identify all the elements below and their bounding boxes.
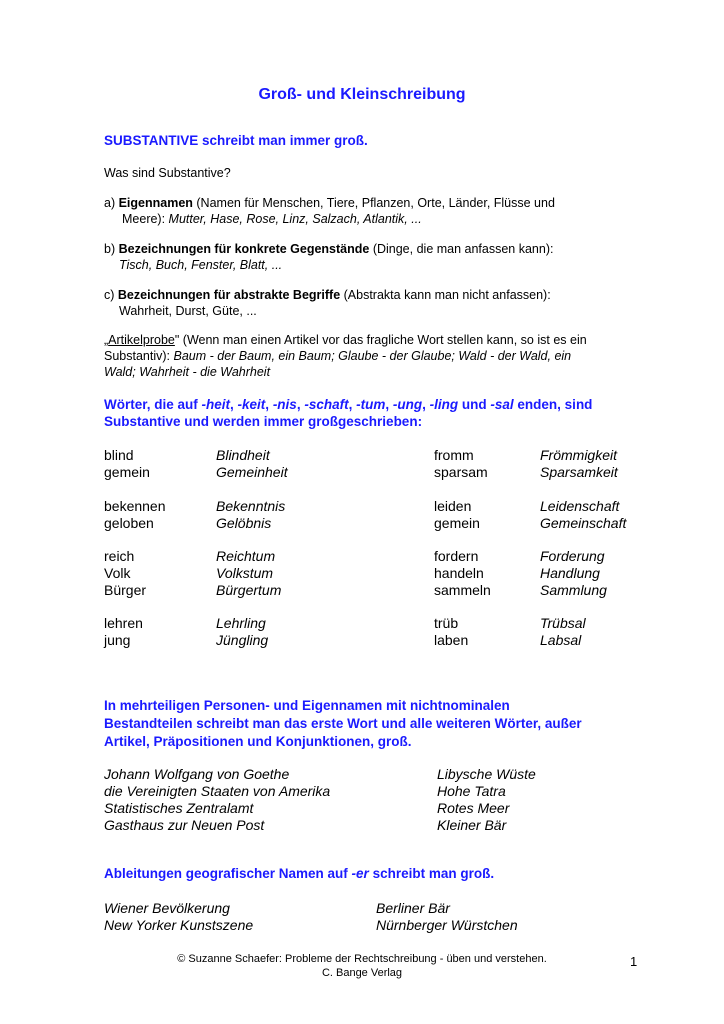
section4-heading bbox=[104, 866, 494, 881]
item-b-examples: Tisch, Buch, Fenster, Blatt, ... bbox=[119, 258, 283, 272]
base-word: handeln bbox=[434, 565, 484, 581]
base-word: trüb bbox=[434, 615, 459, 631]
place-example: Kleiner Bär bbox=[437, 817, 507, 833]
item-b-line1 bbox=[104, 241, 553, 257]
section1-question: Was sind Substantive? bbox=[104, 166, 231, 180]
item-c-line1 bbox=[104, 287, 551, 303]
probe-line2 bbox=[104, 348, 571, 364]
probe-quote: „ bbox=[104, 333, 109, 347]
item-c-rest: (Abstrakta kann man nicht anfassen): bbox=[340, 288, 551, 302]
item-a-rest: (Namen für Menschen, Tiere, Pflanzen, Orte, Länder, Flüsse und bbox=[192, 196, 555, 210]
base-word: sammeln bbox=[434, 582, 491, 598]
footer-copyright: © Suzanne Schaefer: Probleme der Rechtschreibung - üben und verstehen. bbox=[177, 953, 547, 965]
derived-noun: Frömmigkeit bbox=[540, 447, 618, 463]
derived-noun: Blindheit bbox=[216, 447, 270, 463]
name-example: Gasthaus zur Neuen Post bbox=[104, 817, 265, 833]
footer-publisher: C. Bange Verlag bbox=[321, 967, 403, 979]
derived-noun: Forderung bbox=[540, 548, 605, 564]
item-a-line2-plain: Meere): bbox=[122, 212, 169, 226]
derivation-example: Wiener Bevölkerung bbox=[104, 900, 230, 916]
derived-noun: Leidenschaft bbox=[540, 498, 620, 514]
probe-rest: " (Wenn man einen Artikel vor das fragliche Wort stellen kann, so ist es ein bbox=[174, 333, 587, 347]
derived-noun: Lehrling bbox=[216, 615, 266, 631]
heading-text: , bbox=[230, 397, 238, 412]
heading-text: , bbox=[265, 397, 273, 412]
derived-noun: Gelöbnis bbox=[216, 515, 272, 531]
suffix-term: -sal bbox=[490, 397, 514, 412]
base-word: fromm bbox=[434, 447, 474, 463]
item-c-bold: Bezeichnungen für abstrakte Begriffe bbox=[117, 288, 341, 302]
section3-heading-line3: Artikel, Präpositionen und Konjunktionen, groß. bbox=[104, 734, 412, 749]
section1-heading: SUBSTANTIVE schreibt man immer groß. bbox=[104, 133, 368, 148]
base-word: sparsam bbox=[434, 464, 488, 480]
item-b-prefix: b) bbox=[104, 242, 119, 256]
base-word: Volk bbox=[104, 565, 131, 581]
base-word: lehren bbox=[104, 615, 143, 631]
item-b-bold: Bezeichnungen für konkrete Gegenstände bbox=[118, 242, 370, 256]
item-a-examples: Mutter, Hase, Rose, Linz, Salzach, Atlantik, ... bbox=[168, 212, 422, 226]
name-example: die Vereinigten Staaten von Amerika bbox=[104, 783, 331, 799]
probe-line2-plain: Substantiv): bbox=[104, 349, 174, 363]
item-c-prefix: c) bbox=[104, 288, 118, 302]
item-a-line2 bbox=[122, 211, 422, 227]
name-example: Johann Wolfgang von Goethe bbox=[104, 766, 290, 782]
suffix-term: -ling bbox=[429, 397, 459, 412]
base-word: jung bbox=[104, 632, 131, 648]
section2-heading-line1 bbox=[104, 397, 592, 412]
derived-noun: Trübsal bbox=[540, 615, 586, 631]
base-word: gemein bbox=[434, 515, 480, 531]
section4-heading-suffix: -er bbox=[351, 866, 369, 881]
base-word: gemein bbox=[104, 464, 150, 480]
item-a-bold: Eigennamen bbox=[118, 196, 193, 210]
derived-noun: Jüngling bbox=[216, 632, 269, 648]
heading-text: und bbox=[458, 397, 491, 412]
base-word: Bürger bbox=[104, 582, 147, 598]
base-word: blind bbox=[104, 447, 134, 463]
section4-heading-post: schreibt man groß. bbox=[368, 866, 495, 881]
derived-noun: Gemeinschaft bbox=[540, 515, 627, 531]
base-word: fordern bbox=[434, 548, 479, 564]
derived-noun: Sammlung bbox=[540, 582, 607, 598]
section3-heading-line2: Bestandteilen schreibt man das erste Wort und alle weiteren Wörter, außer bbox=[104, 716, 582, 731]
place-example: Libysche Wüste bbox=[437, 766, 536, 782]
heading-text: Wörter, die auf bbox=[104, 397, 202, 412]
probe-line2-italic: Baum - der Baum, ein Baum; Glaube - der Glaube; Wald - der Wald, ein bbox=[173, 349, 572, 363]
place-example: Rotes Meer bbox=[437, 800, 510, 816]
section3-heading-line1: In mehrteiligen Personen- und Eigennamen mit nichtnominalen bbox=[104, 698, 510, 713]
item-c-examples: Wahrheit, Durst, Güte, ... bbox=[119, 304, 257, 318]
derived-noun: Sparsamkeit bbox=[540, 464, 618, 480]
suffix-term: -heit bbox=[201, 397, 231, 412]
heading-text: , bbox=[348, 397, 357, 412]
derived-noun: Volkstum bbox=[216, 565, 274, 581]
heading-text: , bbox=[385, 397, 393, 412]
derivation-example: New Yorker Kunstszene bbox=[104, 917, 254, 933]
suffix-term: -tum bbox=[356, 397, 386, 412]
heading-text: , bbox=[422, 397, 430, 412]
derived-noun: Gemeinheit bbox=[216, 464, 288, 480]
derived-noun: Bekenntnis bbox=[216, 498, 286, 514]
derived-noun: Labsal bbox=[540, 632, 582, 648]
derived-noun: Handlung bbox=[540, 565, 600, 581]
probe-line3: Wald; Wahrheit - die Wahrheit bbox=[104, 365, 271, 379]
derived-noun: Bürgertum bbox=[216, 582, 282, 598]
heading-text: enden, sind bbox=[513, 397, 593, 412]
page-number: 1 bbox=[630, 954, 638, 969]
item-b-rest: (Dinge, die man anfassen kann): bbox=[369, 242, 554, 256]
derived-noun: Reichtum bbox=[216, 548, 276, 564]
suffix-term: -ung bbox=[392, 397, 423, 412]
item-a-prefix: a) bbox=[104, 196, 119, 210]
probe-line1 bbox=[104, 332, 587, 348]
derivation-example: Berliner Bär bbox=[376, 900, 450, 916]
probe-term: Artikelprobe bbox=[108, 333, 175, 347]
page-title: Groß- und Kleinschreibung bbox=[258, 86, 466, 103]
derivation-example: Nürnberger Würstchen bbox=[376, 917, 518, 933]
suffix-term: -keit bbox=[237, 397, 266, 412]
section4-heading-pre: Ableitungen geografischer Namen auf bbox=[104, 866, 352, 881]
base-word: geloben bbox=[104, 515, 154, 531]
item-a-line1 bbox=[104, 195, 555, 211]
place-example: Hohe Tatra bbox=[437, 783, 506, 799]
suffix-term: -nis bbox=[272, 397, 297, 412]
suffix-term: -schaft bbox=[304, 397, 349, 412]
base-word: leiden bbox=[434, 498, 472, 514]
section2-heading-line2: Substantive und werden immer großgeschrieben: bbox=[104, 414, 423, 429]
base-word: laben bbox=[434, 632, 469, 648]
base-word: reich bbox=[104, 548, 135, 564]
heading-text: , bbox=[296, 397, 305, 412]
base-word: bekennen bbox=[104, 498, 166, 514]
name-example: Statistisches Zentralamt bbox=[104, 800, 254, 816]
